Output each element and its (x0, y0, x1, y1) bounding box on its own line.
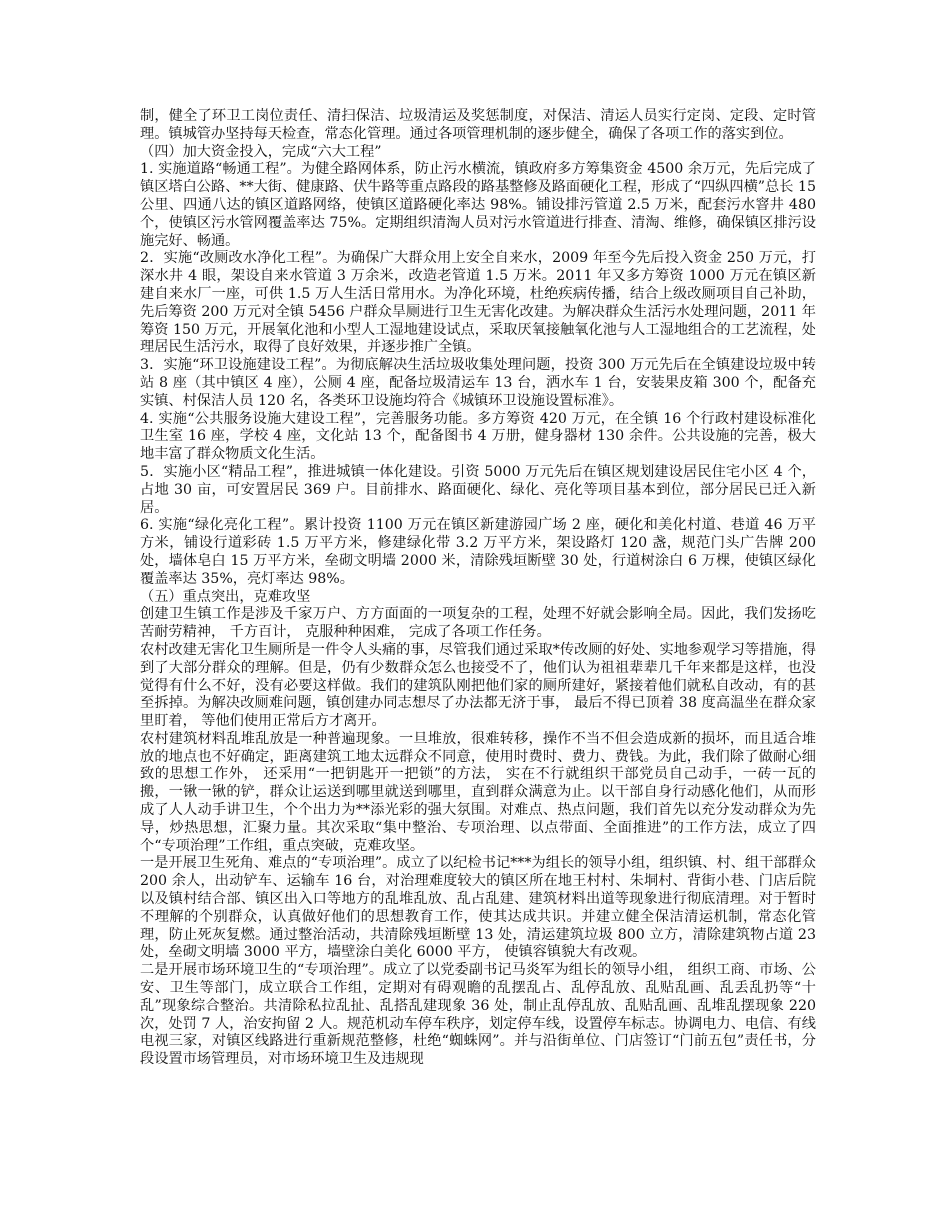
paragraph-toilet-renovation: 农村改建无害化卫生厕所是一件令人头痛的事，尽管我们通过采取*传改厕的好处、实地参观学习等措施，得到了大部分群众的理解。但是，仍有少数群众怎么也接受不了，他们认为祖祖辈辈几千年来都是这样，也没觉得有什么不好，没有必要这样做。我们的建筑队刚把他们家的厕所建好，紧接着他们就私自改动，有的甚至拆掉。为解决改厕难问题，镇创建办同志想尽了办法都无济于事， 最后不得已顶着 38 度高温坐在群众家里盯着， 等他们使用正常后方才离开。 (140, 641, 816, 730)
paragraph-hygiene-town-creation: 创建卫生镇工作是涉及千家万户、方方面面的一项复杂的工程，处理不好就会影响全局。因此，我们发扬吃苦耐劳精神， 千方百计， 克服种种困难， 完成了各项工作任务。 (140, 606, 816, 641)
paragraph-special-treatment-two: 二是开展市场环境卫生的“专项治理”。成立了以党委副书记马炎军为组长的领导小组， 组织工商、市场、公安、卫生等部门，成立联合工作组，定期对有碍观瞻的乱摆乱占、乱停乱放、乱贴乱画、乱丢乱扔等“十乱”现象综合整治。共清除私拉乱扯、乱搭乱建现象 36 处，制止乱停乱放、乱贴乱画、乱堆乱摆现象 220 次，处罚 7 人，治安拘留 2 人。规范机动车停车秩序，划定停车线，设置停车标志。协调电力、电信、有线电视三家，对镇区线路进行重新规范整修，杜绝“蜘蛛网”。并与沿街单位、门店签订“门前五包”责任书，分段设置市场管理员，对市场环境卫生及违规现 (140, 962, 816, 1068)
paragraph-special-treatment-one: 一是开展卫生死角、难点的“专项治理”。成立了以纪检书记***为组长的领导小组，组织镇、村、组干部群众 200 余人，出动铲车、运输车 16 台，对治理难度较大的镇区所在地王村村、朱垌村、背街小巷、门店后院以及镇村结合部、镇区出入口等地方的乱堆乱放、乱占乱建、建筑材料出道等现象进行彻底清理。对于暂时不理解的个别群众，认真做好他们的思想教育工作，使其达成共识。并建立健全保洁清运机制，常态化管理，防止死灰复燃。通过整治活动，共清除残垣断壁 13 处，清运建筑垃圾 800 立方，清除建筑物占道 23 处，垒砌文明墙 3000 平方，墙壁涂白美化 6000 平方， 使镇容镇貌大有改观。 (140, 855, 816, 961)
section-heading-5: （五）重点突出，克难攻坚 (140, 588, 311, 605)
paragraph-building-materials: 农村建筑材料乱堆乱放是一种普遍现象。一旦堆放，很难转移，操作不当不但会造成新的损坏，而且适合堆放的地点也不好确定，距离建筑工地太远群众不同意，使用时费时、费力、费钱。为此，我们除了做耐心细致的思想工作外， 还采用“一把钥匙开一把锁”的方法， 实在不行就组织干部党员自己动手，一砖一瓦的搬，一锹一锹的铲，群众让运送到哪里就送到哪里，直到群众满意为止。以干部自身行动感化他们，从而形成了人人动手讲卫生，个个出力为**添光彩的强大氛围。对难点、热点问题，我们首先以充分发动群众为先导，炒热思想，汇聚力量。其次采取“集中整治、专项治理、以点带面、全面推进”的工作方法，成立了四个“专项治理”工作组，重点突破，克难攻坚。 (140, 730, 816, 854)
paragraph-sanitation-facility-project: 3．实施“环卫设施建设工程”。为彻底解决生活垃圾收集处理问题，投资 300 万元先后在全镇建设垃圾中转站 8 座（其中镇区 4 座），公厕 4 座，配备垃圾清运车 13 台，洒水车 1 台，安装果皮箱 300 个，配备充实镇、村保洁人员 120 名，各类环卫设施均符合《城镇环卫设施设置标准》。 (140, 357, 816, 409)
paragraph-intro: 制，健全了环卫工岗位责任、清扫保洁、垃圾清运及奖惩制度，对保洁、清运人员实行定岗、定段、定时管理。镇城管办坚持每天检查，常态化管理。通过各项管理机制的逐步健全，确保了各项工作的落实到位。 (140, 108, 816, 142)
paragraph-toilet-water-project: 2．实施“改厕改水净化工程”。为确保广大群众用上安全自来水，2009 年至今先后投入资金 250 万元，打深水井 4 眼，架设自来水管道 3 万余米，改造老管道 1.5 万米。2011 年又多方筹资 1000 万元在镇区新建自来水厂一座，可供 1.5 万人生活日常用水。为净化环境，杜绝疾病传播，结合上级改厕项目自己补助，先后筹资 200 万元对全镇 5456 户群众旱厕进行卫生无害化改建。为解决群众生活污水处理问题，2011 年筹资 150 万元，开展氧化池和小型人工湿地建设试点，采取厌氧接触氧化池与人工湿地组合的工艺流程，处理居民生活污水，取得了良好效果，并逐步推广全镇。 (140, 250, 816, 356)
section-heading-4: （四）加大资金投入，完成“六大工程” (140, 143, 382, 160)
document-body (140, 108, 816, 1069)
paragraph-public-service-project: 4. 实施“公共服务设施大建设工程”，完善服务功能。多方筹资 420 万元，在全镇 16 个行政村建设标准化卫生室 16 座，学校 4 座，文化站 13 个，配备图书 4 万册，健身器材 130 余件。公共设施的完善，极大地丰富了群众物质文化生活。 (140, 410, 816, 463)
paragraph-residential-project: 5．实施小区“精品工程”，推进城镇一体化建设。引资 5000 万元先后在镇区规划建设居民住宅小区 4 个，占地 30 亩，可安置居民 369 户。目前排水、路面硬化、绿化、亮化等项目基本到位，部分居民已迁入新居。 (140, 463, 816, 516)
paragraph-road-project: 1. 实施道路“畅通工程”。为健全路网体系，防止污水横流，镇政府多方筹集资金 4500 余万元，先后完成了镇区塔白公路、**大街、健康路、伏牛路等重点路段的路基整修及路面硬化工程，形成了“四纵四横”总长 15 公里、四通八达的镇区道路网络，使镇区道路硬化率达 98%。铺设排污管道 2.5 万米，配套污水窨井 480 个，使镇区污水管网覆盖率达 75%。定期组织清淘人员对污水管道进行排查、清淘、维修，确保镇区排污设施完好、畅通。 (140, 161, 816, 249)
paragraph-greening-lighting-project: 6. 实施“绿化亮化工程”。累计投资 1100 万元在镇区新建游园广场 2 座，硬化和美化村道、巷道 46 万平方米，铺设行道彩砖 1.5 万平方米，修建绿化带 3.2 万平方米，架设路灯 120 盏，规范门头广告牌 200 处，墙体皂白 15 万平方米，垒砌文明墙 2000 米，清除残垣断壁 30 处，行道树涂白 6 万棵，使镇区绿化覆盖率达 35%，亮灯率达 98%。 (140, 517, 816, 587)
